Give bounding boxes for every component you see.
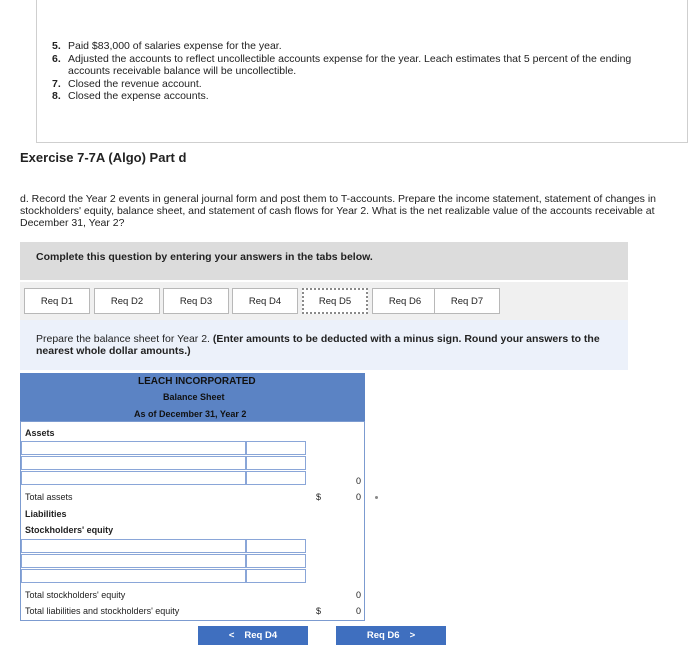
asset-subtotal: 0 bbox=[355, 476, 361, 486]
steps-list bbox=[52, 40, 652, 103]
chevron-right-icon: > bbox=[409, 630, 416, 641]
prev-button[interactable] bbox=[198, 626, 308, 645]
asset-account-input[interactable] bbox=[21, 456, 246, 470]
panel-instruction: Prepare the balance sheet for Year 2. (Enter amounts to be deducted with a minus sign. Round your answers to the nearest whole dollar amounts.) bbox=[36, 333, 600, 357]
tab-req-d3[interactable]: Req D3 bbox=[163, 288, 229, 314]
tab-req-d4[interactable]: Req D4 bbox=[232, 288, 298, 314]
next-button-label: Req D6 bbox=[366, 630, 400, 641]
question-text: d. Record the Year 2 events in general journal form and post them to T-accounts. Prepare the income statement, statement of changes in stockholders' equity, balance sheet, and statement of cash flows for Year 2. What is the net realizable value of the accounts receivable at December 31, Year 2? bbox=[20, 193, 657, 229]
asset-amount-input[interactable] bbox=[246, 471, 306, 485]
dot-marker bbox=[375, 496, 378, 499]
statement-date: As of December 31, Year 2 bbox=[134, 409, 247, 419]
chevron-left-icon: < bbox=[228, 630, 235, 641]
step-item: 7. Closed the revenue account. bbox=[52, 77, 202, 90]
instruction-text: Complete this question by entering your answers in the tabs below. bbox=[36, 251, 373, 263]
balance-sheet-table bbox=[20, 421, 365, 621]
tab-req-d6[interactable]: Req D6 bbox=[372, 288, 438, 314]
tab-req-d1[interactable]: Req D1 bbox=[24, 288, 90, 314]
total-liab-equity-value: 0 bbox=[355, 606, 361, 616]
assets-label: Assets bbox=[25, 428, 55, 438]
total-assets-value: 0 bbox=[355, 492, 361, 502]
step-item: 8. Closed the expense accounts. bbox=[52, 90, 209, 102]
step-item: 6. Adjusted the accounts to reflect uncollectible accounts expense for the year. Leach estimates that 5 percent of the ending accounts receivable balance will be uncollectible. bbox=[52, 52, 632, 77]
step-item: 5. Paid $83,000 of salaries expense for the year. bbox=[52, 40, 282, 52]
equity-label: Stockholders' equity bbox=[25, 525, 114, 535]
equity-amount-input[interactable] bbox=[246, 539, 306, 553]
asset-amount-input[interactable] bbox=[246, 441, 306, 455]
liabilities-label: Liabilities bbox=[25, 509, 67, 519]
asset-account-input[interactable] bbox=[21, 471, 246, 485]
total-equity-label: Total stockholders' equity bbox=[25, 590, 126, 600]
asset-account-input[interactable] bbox=[21, 441, 246, 455]
next-button[interactable] bbox=[336, 626, 446, 645]
asset-amount-input[interactable] bbox=[246, 456, 306, 470]
currency-symbol: $ bbox=[316, 606, 322, 616]
equity-amount-input[interactable] bbox=[246, 554, 306, 568]
equity-account-input[interactable] bbox=[21, 569, 246, 583]
tab-req-d5[interactable]: Req D5 bbox=[302, 288, 368, 314]
company-name: LEACH INCORPORATED bbox=[138, 376, 256, 387]
total-equity-value: 0 bbox=[355, 590, 361, 600]
equity-amount-input[interactable] bbox=[246, 569, 306, 583]
total-liab-equity-label: Total liabilities and stockholders' equity bbox=[25, 606, 180, 616]
equity-account-input[interactable] bbox=[21, 554, 246, 568]
exercise-title: Exercise 7-7A (Algo) Part d bbox=[20, 150, 187, 165]
currency-symbol: $ bbox=[316, 492, 322, 502]
equity-account-input[interactable] bbox=[21, 539, 246, 553]
tab-req-d2[interactable]: Req D2 bbox=[94, 288, 160, 314]
total-assets-label: Total assets bbox=[25, 492, 73, 502]
statement-name: Balance Sheet bbox=[163, 392, 225, 402]
prev-button-label: Req D4 bbox=[244, 630, 278, 641]
tab-req-d7[interactable]: Req D7 bbox=[434, 288, 500, 314]
